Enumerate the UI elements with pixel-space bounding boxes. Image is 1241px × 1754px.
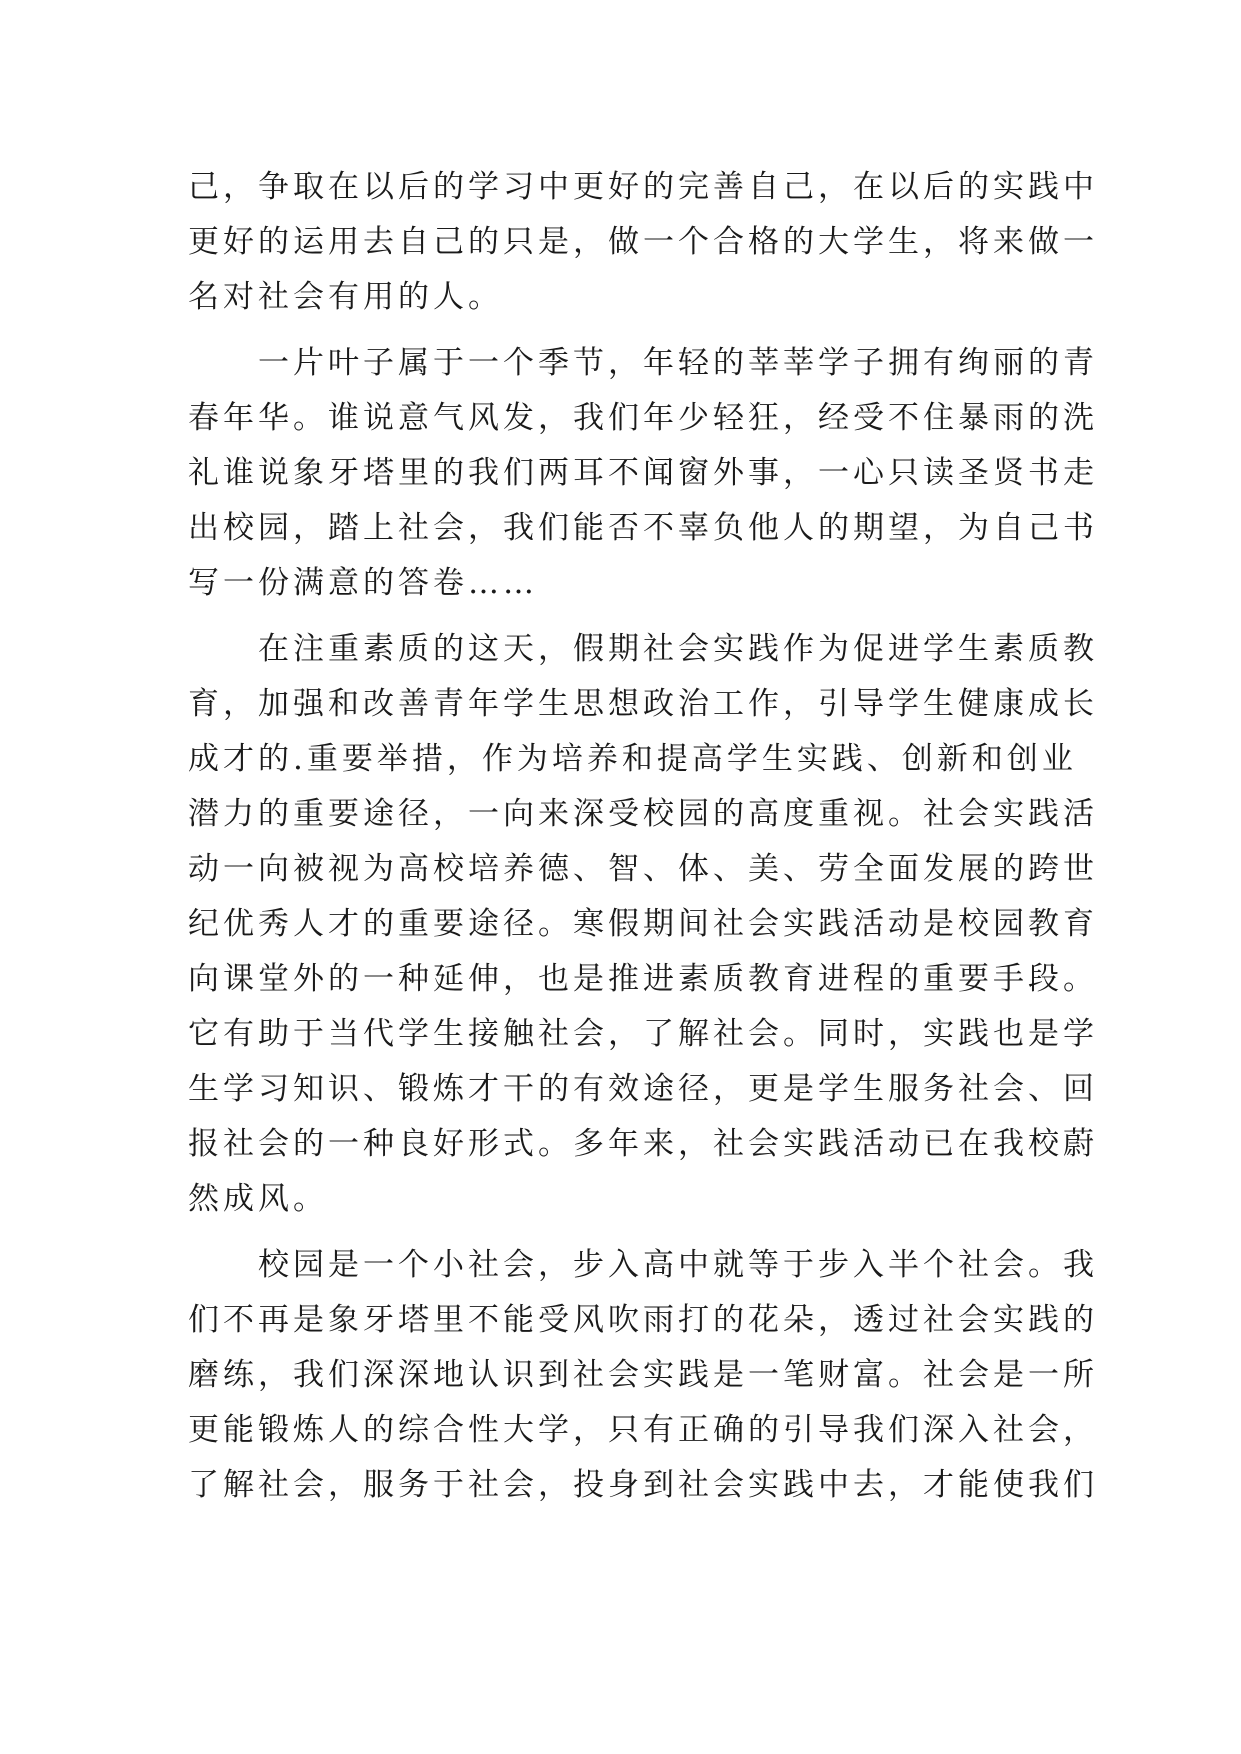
text-line: 春年华。谁说意气风发，我们年少轻狂，经受不住暴雨的洗 [188,400,1098,436]
text-line: 它有助于当代学生接触社会，了解社会。同时，实践也是学 [188,1016,1098,1052]
text-line: 更能锻炼人的综合性大学，只有正确的引导我们深入社会， [188,1412,1098,1448]
text-line: 们不再是象牙塔里不能受风吹雨打的花朵，透过社会实践的 [188,1302,1098,1338]
document-body [188,160,1098,1513]
text-line: 成才的.重要举措，作为培养和提高学生实践、创新和创业 [188,741,1077,777]
text-line: 潜力的重要途径，一向来深受校园的高度重视。社会实践活 [188,796,1098,832]
text-line: 动一向被视为高校培养德、智、体、美、劳全面发展的跨世 [188,851,1098,887]
paragraph-first-line: 一片叶子属于一个季节，年轻的莘莘学子拥有绚丽的青 [258,345,1098,381]
text-line: 育，加强和改善青年学生思想政治工作，引导学生健康成长 [188,686,1098,722]
text-line: 然成风。 [188,1181,328,1217]
text-line: 磨练，我们深深地认识到社会实践是一笔财富。社会是一所 [188,1357,1098,1393]
text-line: 纪优秀人才的重要途径。寒假期间社会实践活动是校园教育 [188,906,1098,942]
text-line: 己，争取在以后的学习中更好的完善自己，在以后的实践中 [188,169,1098,205]
text-line: 报社会的一种良好形式。多年来，社会实践活动已在我校蔚 [188,1126,1098,1162]
paragraph-first-line: 校园是一个小社会，步入高中就等于步入半个社会。我 [258,1247,1098,1283]
text-line: 向课堂外的一种延伸，也是推进素质教育进程的重要手段。 [188,961,1098,997]
text-line: 礼谁说象牙塔里的我们两耳不闻窗外事，一心只读圣贤书走 [188,455,1098,491]
paragraph-first-line: 在注重素质的这天，假期社会实践作为促进学生素质教 [258,631,1098,667]
text-line: 写一份满意的答卷…… [188,565,538,601]
text-line: 出校园，踏上社会，我们能否不辜负他人的期望，为自己书 [188,510,1098,546]
text-line: 名对社会有用的人。 [188,279,503,315]
text-line: 了解社会，服务于社会，投身到社会实践中去，才能使我们 [188,1467,1098,1503]
text-line: 更好的运用去自己的只是，做一个合格的大学生，将来做一 [188,224,1098,260]
text-line: 生学习知识、锻炼才干的有效途径，更是学生服务社会、回 [188,1071,1098,1107]
